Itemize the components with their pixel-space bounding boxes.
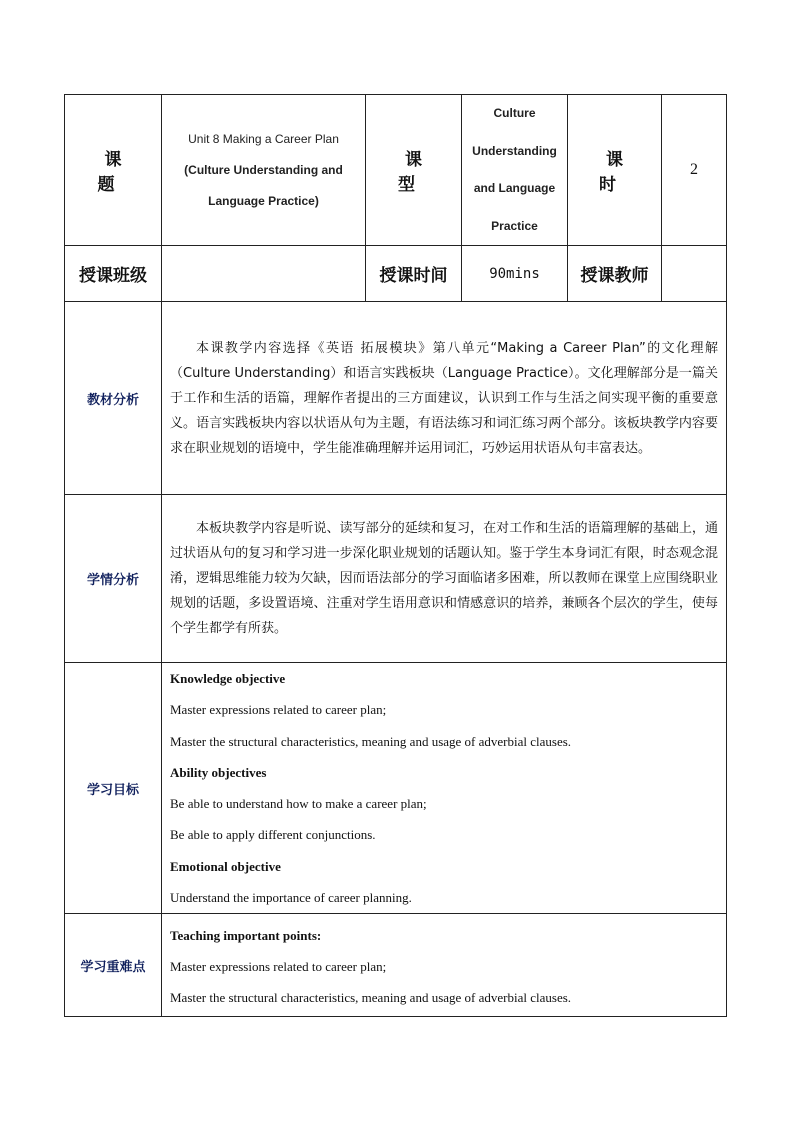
emotional-objective-item: Understand the importance of career planning. bbox=[170, 890, 412, 906]
hours-value: 2 bbox=[662, 95, 727, 246]
key-points-label: 学习重难点 bbox=[65, 914, 162, 1017]
time-label: 授课时间 bbox=[366, 246, 462, 302]
time-value: 90mins bbox=[462, 246, 568, 302]
objectives-row bbox=[65, 663, 727, 914]
teacher-label: 授课教师 bbox=[568, 246, 662, 302]
key-point-item: Master the structural characteristics, meaning and usage of adverbial clauses. bbox=[170, 990, 572, 1006]
topic-label: 课 题 bbox=[65, 95, 162, 246]
emotional-objective-title: Emotional objective bbox=[170, 858, 281, 874]
info-row bbox=[65, 246, 727, 302]
knowledge-objective-item: Master expressions related to career plan; bbox=[170, 702, 387, 718]
lesson-plan-table bbox=[64, 94, 727, 1017]
ability-objective-item: Be able to understand how to make a career plan; bbox=[170, 796, 427, 812]
objectives-label: 学习目标 bbox=[65, 663, 162, 914]
key-points-title: Teaching important points: bbox=[170, 928, 322, 944]
objectives-content bbox=[162, 663, 727, 914]
header-row bbox=[65, 95, 727, 246]
textbook-analysis-row bbox=[65, 302, 727, 495]
teacher-value bbox=[662, 246, 727, 302]
key-point-item: Master expressions related to career plan; bbox=[170, 959, 387, 975]
student-analysis-row bbox=[65, 495, 727, 663]
student-analysis-label: 学情分析 bbox=[65, 495, 162, 663]
type-value bbox=[462, 95, 568, 246]
type-label: 课 型 bbox=[366, 95, 462, 246]
knowledge-objective-title: Knowledge objective bbox=[170, 671, 286, 686]
ability-objective-item: Be able to apply different conjunctions. bbox=[170, 827, 376, 843]
key-points-row bbox=[65, 914, 727, 1017]
class-label: 授课班级 bbox=[65, 246, 162, 302]
knowledge-objective-item: Master the structural characteristics, meaning and usage of adverbial clauses. bbox=[170, 733, 572, 749]
type-line: Practice bbox=[491, 218, 538, 233]
student-analysis-text: 本板块教学内容是听说、读写部分的延续和复习，在对工作和生活的语篇理解的基础上，通过状语从句的复习和学习进一步深化职业规划的话题认知。鉴于学生本身词汇有限，时态观念混淆，逻辑思维能力较为欠缺，因而语法部分的学习面临诸多困难，所以教师在课堂上应围绕职业规划的话题，多设置语境、注重对学生语用意识和情感意识的培养，兼顾各个层次的学生，使每个学生都学有所获。 bbox=[162, 495, 727, 663]
key-points-content bbox=[162, 914, 727, 1017]
topic-value bbox=[162, 95, 366, 246]
class-value bbox=[162, 246, 366, 302]
topic-line: (Culture Understanding and bbox=[184, 162, 343, 177]
topic-line: Language Practice) bbox=[208, 193, 319, 208]
textbook-analysis-label: 教材分析 bbox=[65, 302, 162, 495]
hours-label: 课 时 bbox=[568, 95, 662, 246]
textbook-analysis-text: 本课教学内容选择《英语 拓展模块》第八单元“Making a Career Plan”的文化理解（Culture Understanding）和语言实践板块（Language Practice）。文化理解部分是一篇关于工作和生活的语篇，理解作者提出的三方面建议，认识到工作与生活之间实现平衡的重要意义。语言实践板块内容以状语从句为主题，有语法练习和词汇练习两个部分。该板块教学内容要求在职业规划的语境中，学生能准确理解并运用词汇，巧妙运用状语从句丰富表达。 bbox=[162, 302, 727, 495]
type-line: and Language bbox=[473, 181, 556, 195]
type-line: Culture bbox=[493, 106, 536, 120]
topic-line: Unit 8 Making a Career Plan bbox=[188, 131, 339, 146]
type-line: Understanding bbox=[472, 143, 557, 158]
ability-objectives-title: Ability objectives bbox=[170, 764, 267, 780]
